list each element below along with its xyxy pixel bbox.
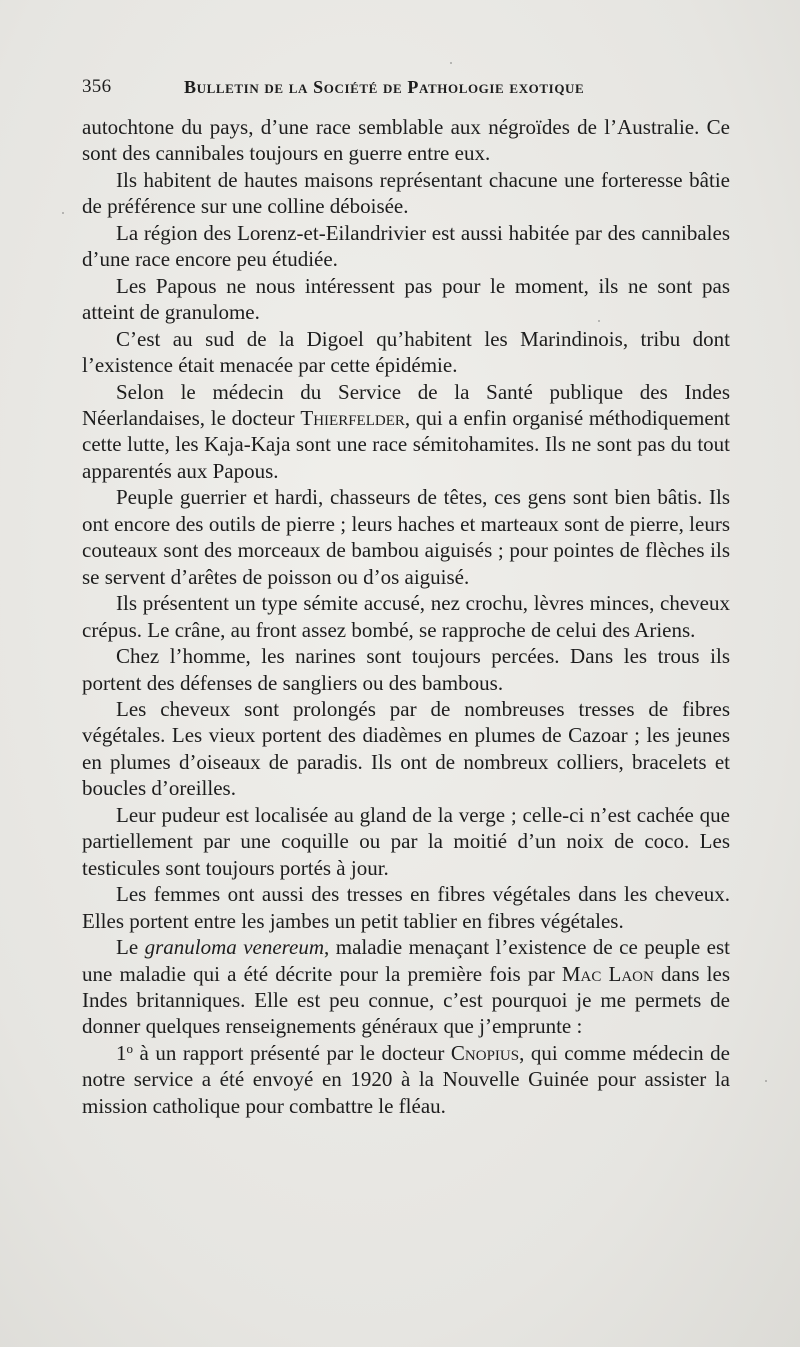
ordinal-superscript: o [126, 1040, 133, 1056]
paragraph: autochtone du pays, d’une race semblable aux négroïdes de l’Australie. Ce sont des cannibales toujours en guerre entre eux. [82, 115, 730, 166]
text-run: , maladie menaçant l’existence de ce peuple est une maladie qui a été décrite pour la première fois par [82, 935, 730, 986]
paper-speck [598, 320, 600, 322]
page-number: 356 [82, 76, 112, 97]
paper-speck [450, 62, 452, 64]
running-title: Bulletin de la Société de Pathologie exotique [184, 77, 585, 97]
text-run: Le [116, 935, 145, 960]
text-run: , qui a enfin organisé méthodiquement cette lutte, les Kaja-Kaja sont une race sémitohamites. Ils ne sont pas du tout apparentés aux Papous. [82, 405, 731, 483]
page-header [82, 76, 732, 100]
paragraph: Les cheveux sont prolongés par de nombreuses tresses de fibres végétales. Les vieux portent des diadèmes en plumes de Cazoar ; les jeunes en plumes d’oiseaux de paradis. Ils ont de nombreux colliers, bracelets et boucles d’oreilles. [82, 696, 730, 801]
paragraph: Ils présentent un type sémite accusé, nez crochu, lèvres minces, cheveux crépus. Le crâne, au front assez bombé, se rapproche de celui des Ariens. [82, 591, 730, 642]
paper-speck [765, 1080, 767, 1082]
paper-speck [62, 212, 64, 214]
text-run: , qui comme médecin de notre service a été envoyé en 1920 à la Nouvelle Guinée pour assister la mission catholique pour combattre le fléau. [82, 1040, 730, 1118]
paragraph: Chez l’homme, les narines sont toujours percées. Dans les trous ils portent des défenses de sangliers ou des bambous. [82, 644, 730, 695]
paragraph: Les femmes ont aussi des tresses en fibres végétales dans les cheveux. Elles portent entre les jambes un petit tablier en fibres végétales. [82, 882, 730, 933]
paragraph [82, 379, 730, 485]
text-run: à un rapport présenté par le docteur [133, 1040, 451, 1065]
author-name: Thierfelder [300, 405, 405, 430]
paper-speck [434, 604, 436, 606]
paragraph: Peuple guerrier et hardi, chasseurs de têtes, ces gens sont bien bâtis. Ils ont encore des outils de pierre ; leurs haches et marteaux sont de pierre, leurs couteaux sont des morceaux de bambou aiguisés ; pour pointes de flèches ils se servent d’arêtes de poisson ou d’os aiguisé. [82, 485, 730, 589]
body-text [82, 114, 730, 1119]
paragraph: La région des Lorenz-et-Eilandrivier est aussi habitée par des cannibales d’une race encore peu étudiée. [82, 220, 730, 272]
paragraph [82, 934, 730, 1040]
text-run: Selon le médecin du Service de la Santé publique des Indes Néerlandaises, le docteur [82, 379, 730, 430]
text-run: dans les Indes britanniques. Elle est peu connue, c’est pourquoi je me permets de donner quelques renseignements généraux que j’emprunte : [82, 961, 730, 1039]
author-name: Cnopius [450, 1040, 520, 1065]
disease-name: granuloma venereum [144, 935, 325, 960]
paragraph: Les Papous ne nous intéressent pas pour le moment, ils ne sont pas atteint de granulome. [82, 273, 730, 325]
paragraph [82, 1040, 730, 1119]
list-number: 1 [116, 1040, 127, 1065]
paragraph: Leur pudeur est localisée au gland de la verge ; celle-ci n’est cachée que partiellement par une coquille ou par la moitié d’un noix de coco. Les testicules sont toujours portés à jour. [82, 802, 730, 880]
paragraph: Ils habitent de hautes maisons représentant chacune une forteresse bâtie de préférence sur une colline déboisée. [82, 167, 730, 219]
paragraph: C’est au sud de la Digoel qu’habitent les Marindinois, tribu dont l’existence était menacée par cette épidémie. [82, 326, 730, 378]
author-name: Mac Laon [561, 961, 654, 986]
